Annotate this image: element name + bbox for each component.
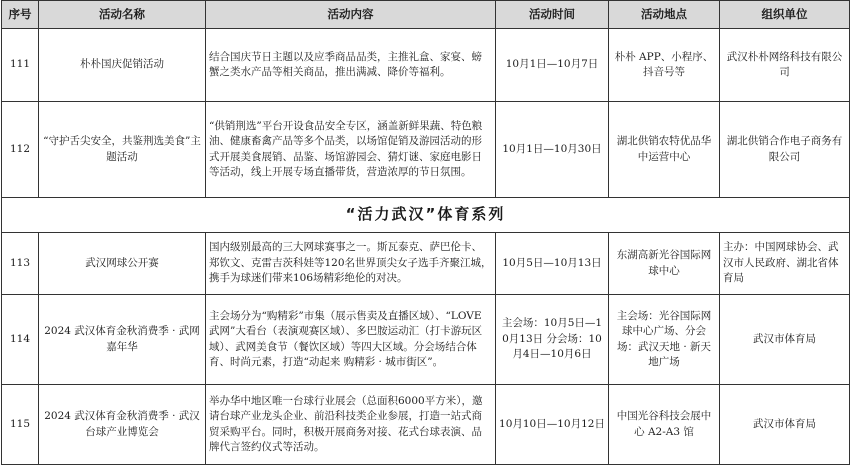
row-content: 主会场分为“购精彩”市集（展示售卖及直播区域）、“LOVE 武网”大看台（表演观赛区域）、多巴胺运动汇（打卡游玩区域）、武网美食节（餐饮区域）等四大区域。分会场结合体育、时尚元素，打造“动起来 购精彩 · 城市街区”。 [206,295,496,385]
row-no: 114 [2,295,39,385]
row-name: 武汉网球公开赛 [39,233,206,295]
row-place: 中国光谷科技会展中心 A2-A3 馆 [609,385,720,465]
row-place: 主会场：光谷国际网球中心广场、分会场：武汉天地 · 新天地广场 [609,295,720,385]
table-row [2,295,850,385]
table-row [2,385,850,465]
col-header-time: 活动时间 [496,1,609,29]
section-row [2,198,850,233]
row-content: 国内级别最高的三大网球赛事之一。斯瓦泰克、萨巴伦卡、郑钦文、克雷吉茨科娃等120名世界顶尖女子选手齐聚江城，携手为球迷们带来106场精彩绝伦的对决。 [206,233,496,295]
row-time: 主会场：10月5日—10月13日 分会场：10月4日—10月6日 [496,295,609,385]
table-row [2,102,850,198]
row-org: 武汉朴朴网络科技有限公司 [720,29,850,102]
row-time: 10月10日—10月12日 [496,385,609,465]
row-place: 东湖高新光谷国际网球中心 [609,233,720,295]
row-place: 朴朴 APP、小程序、抖音号等 [609,29,720,102]
row-no: 111 [2,29,39,102]
col-header-name: 活动名称 [39,1,206,29]
section-title: “活力武汉”体育系列 [2,198,850,233]
row-content: 举办华中地区唯一台球行业展会（总面积6000平方米），邀请台球产业龙头企业、前沿科技类企业参展，打造一站式商贸采购平台。同时，积极开展商务对接、花式台球表演、品牌代言签约仪式等活动。 [206,385,496,465]
row-time: 10月1日—10月7日 [496,29,609,102]
header-row [2,1,850,29]
table-row [2,29,850,102]
row-name: 2024 武汉体育金秋消费季 · 武网嘉年华 [39,295,206,385]
row-time: 10月5日—10月13日 [496,233,609,295]
col-header-content: 活动内容 [206,1,496,29]
row-content: 结合国庆节日主题以及应季商品品类，主推礼盒、家宴、螃蟹之类水产品等相关商品，推出满减、降价等福利。 [206,29,496,102]
row-no: 113 [2,233,39,295]
row-place: 湖北供销农特优品华中运营中心 [609,102,720,198]
row-content: “供销荆选”平台开设食品安全专区，涵盖新鲜果蔬、特色粮油、健康畜禽产品等多个品类，以场馆促销及游园活动的形式开展美食展销、品鉴、场馆游园会、猜灯谜、家庭电影日等活动，线上开展专场直播带货，营造浓厚的节日氛围。 [206,102,496,198]
row-name: 朴朴国庆促销活动 [39,29,206,102]
activity-table [1,0,850,465]
row-name: “守护舌尖安全，共鉴荆选美食”主题活动 [39,102,206,198]
row-org: 湖北供销合作电子商务有限公司 [720,102,850,198]
row-org: 主办：中国网球协会、武汉市人民政府、湖北省体育局 [720,233,850,295]
row-time: 10月1日—10月30日 [496,102,609,198]
col-header-org: 组织单位 [720,1,850,29]
row-name: 2024 武汉体育金秋消费季 · 武汉台球产业博览会 [39,385,206,465]
col-header-place: 活动地点 [609,1,720,29]
row-org: 武汉市体育局 [720,295,850,385]
table-row [2,233,850,295]
row-org: 武汉市体育局 [720,385,850,465]
row-no: 115 [2,385,39,465]
row-no: 112 [2,102,39,198]
col-header-no: 序号 [2,1,39,29]
